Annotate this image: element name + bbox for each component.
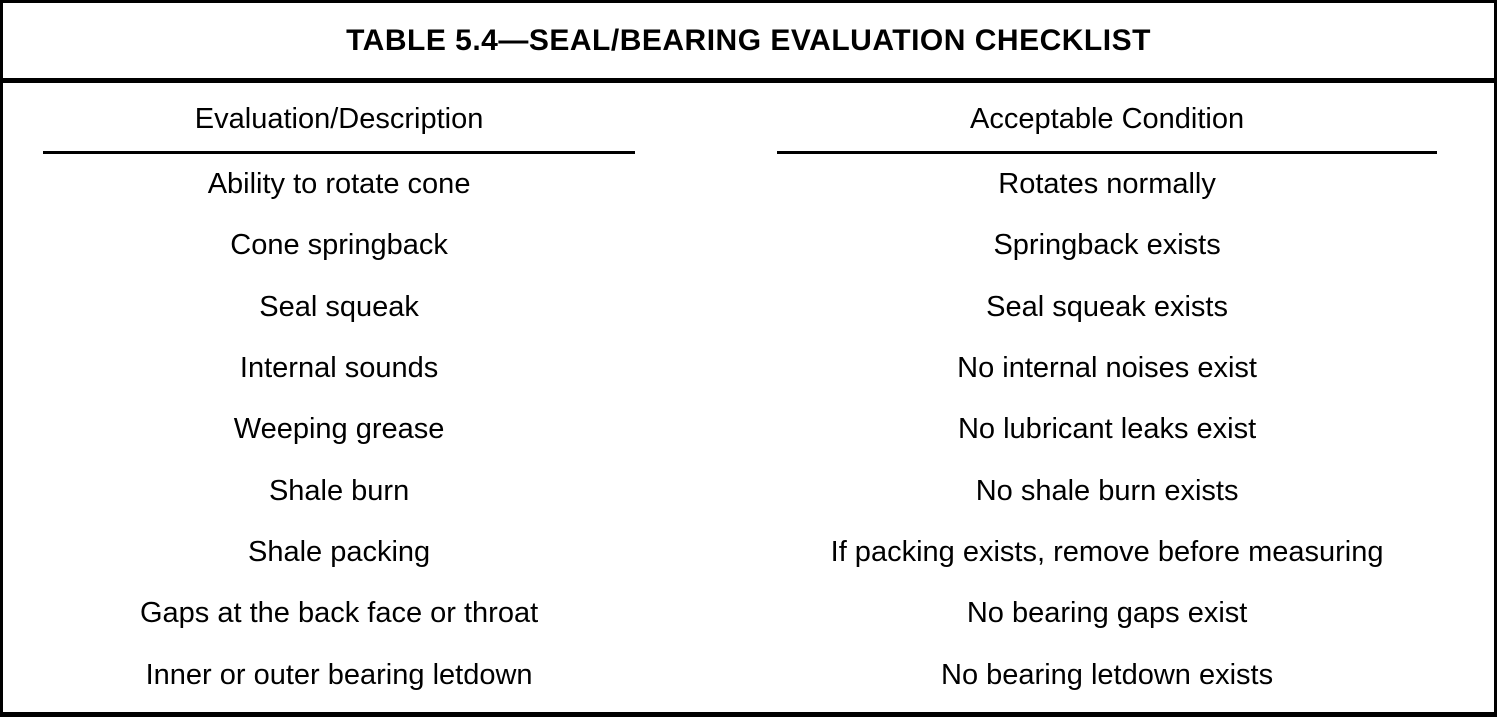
evaluation-cell: Internal sounds (239, 352, 439, 385)
condition-cell: No bearing gaps exist (966, 597, 1248, 630)
evaluation-cell: Ability to rotate cone (207, 168, 471, 201)
condition-cell: No bearing letdown exists (941, 658, 1274, 691)
table-row (43, 352, 1437, 385)
evaluation-cell: Shale packing (247, 536, 431, 569)
table-row (43, 597, 1437, 630)
evaluation-cell: Seal squeak (259, 290, 419, 323)
condition-cell: No shale burn exists (975, 474, 1239, 507)
table-title: TABLE 5.4—SEAL/BEARING EVALUATION CHECKLIST (346, 23, 1151, 57)
condition-cell: Seal squeak exists (986, 290, 1228, 323)
evaluation-cell: Cone springback (230, 229, 448, 262)
evaluation-cell: Shale burn (268, 474, 410, 507)
condition-cell: Springback exists (993, 229, 1221, 262)
table-row (43, 536, 1437, 569)
table-row (43, 659, 1437, 692)
condition-cell: No lubricant leaks exist (957, 413, 1257, 446)
table-body (3, 83, 1494, 712)
evaluation-cell: Gaps at the back face or throat (139, 597, 539, 630)
table-rows (43, 154, 1437, 712)
table-row (43, 229, 1437, 262)
table-row (43, 291, 1437, 324)
condition-cell: If packing exists, remove before measuring (830, 536, 1384, 569)
table-row (43, 168, 1437, 201)
condition-cell: No internal noises exist (957, 352, 1257, 385)
evaluation-cell: Inner or outer bearing letdown (145, 658, 533, 691)
column-header-acceptable-condition: Acceptable Condition (777, 103, 1437, 154)
evaluation-cell: Weeping grease (233, 413, 445, 446)
table-header-row (43, 103, 1437, 154)
table-row (43, 413, 1437, 446)
condition-cell: Rotates normally (998, 168, 1216, 201)
table-row (43, 475, 1437, 508)
table-title-band (3, 3, 1494, 83)
column-header-evaluation-description: Evaluation/Description (43, 103, 635, 154)
